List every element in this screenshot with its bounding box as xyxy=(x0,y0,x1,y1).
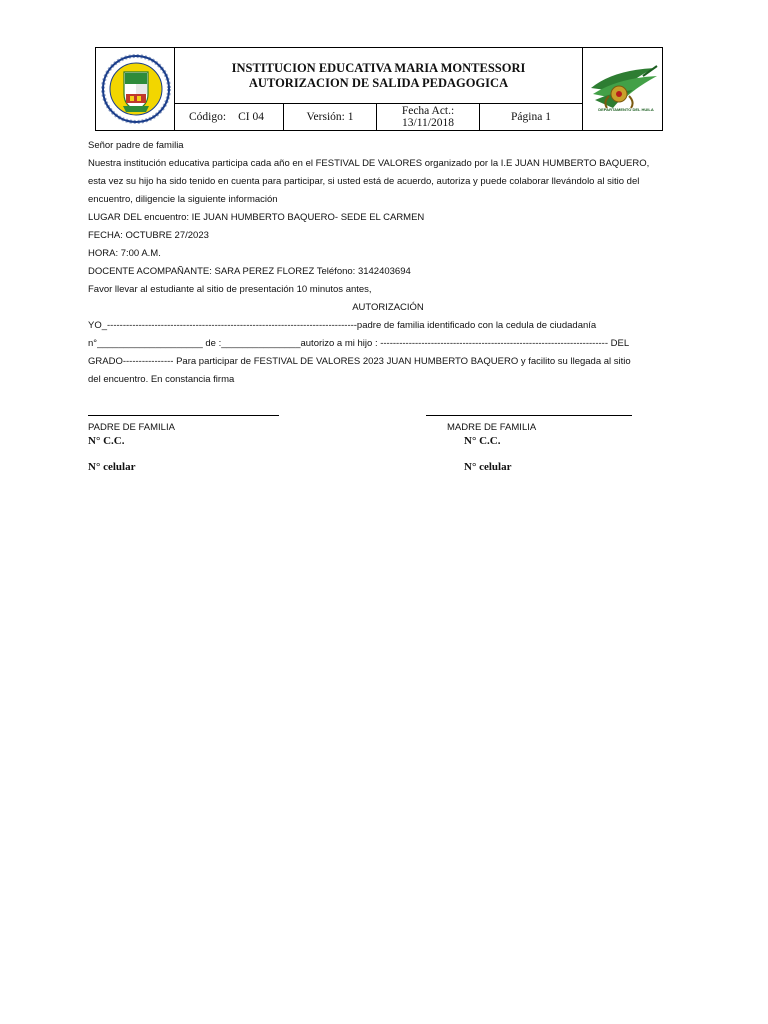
header-table xyxy=(95,47,663,131)
mother-label: MADRE DE FAMILIA xyxy=(447,422,537,433)
department-logo xyxy=(582,48,662,130)
mother-signature-line xyxy=(426,415,632,416)
authorization-line-3: GRADO---------------- Para participar de FESTIVAL DE VALORES 2023 JUAN HUMBERTO BAQUERO y facilito su llegada al sitio xyxy=(88,356,631,367)
date-value: 13/11/2018 xyxy=(402,117,454,129)
accompanying-teacher: DOCENTE ACOMPAÑANTE: SARA PEREZ FLOREZ Teléfono: 3142403694 xyxy=(88,266,411,277)
event-time: HORA: 7:00 A.M. xyxy=(88,248,161,259)
authorization-title: AUTORIZACIÓN xyxy=(352,302,424,313)
date-label: Fecha Act.: xyxy=(401,105,455,117)
authorization-line-2: n°____________________ de :_______________autorizo a mi hijo : ------------------------------------------------------------------------ DEL xyxy=(88,338,630,349)
greeting: Señor padre de familia xyxy=(88,140,184,151)
mother-cell: N° celular xyxy=(464,461,512,473)
father-signature-block xyxy=(88,415,279,433)
intro-line-2: esta vez su hijo ha sido tenido en cuenta para participar, si usted está de acuerdo, autoriza y puede colaborar llevándolo al sitio del xyxy=(88,176,640,187)
arrival-note: Favor llevar al estudiante al sitio de presentación 10 minutos antes, xyxy=(88,284,372,295)
code-cell xyxy=(175,104,284,130)
father-signature-line xyxy=(88,415,279,416)
letter-body xyxy=(88,137,688,389)
institution-name: INSTITUCION EDUCATIVA MARIA MONTESSORI xyxy=(231,60,526,75)
father-cc: N° C.C. xyxy=(88,435,125,447)
version-cell: Versión: 1 xyxy=(284,104,377,130)
authorization-line-1: YO_-------------------------------------------------------------------------------padre de familia identificado con la cedula de ciudadanía xyxy=(88,320,597,331)
intro-line-3: encuentro, diligencie la siguiente información xyxy=(88,194,278,205)
header-title-cell xyxy=(175,48,582,104)
father-cell: N° celular xyxy=(88,461,136,473)
header-meta-row xyxy=(175,104,582,130)
code-label: Código: xyxy=(189,111,227,123)
school-logo xyxy=(96,48,175,130)
event-date: FECHA: OCTUBRE 27/2023 xyxy=(88,230,209,241)
mother-cc: N° C.C. xyxy=(464,435,501,447)
department-caption: DEPARTAMENTO DEL HUILA xyxy=(598,107,654,112)
authorization-line-4: del encuentro. En constancia firma xyxy=(88,374,235,385)
father-label: PADRE DE FAMILIA xyxy=(88,422,175,433)
date-cell xyxy=(377,104,480,130)
page-cell: Página 1 xyxy=(511,111,551,123)
event-location: LUGAR DEL encuentro: IE JUAN HUMBERTO BAQUERO- SEDE EL CARMEN xyxy=(88,212,425,223)
document-title: AUTORIZACION DE SALIDA PEDAGOGICA xyxy=(248,75,509,90)
code-value: CI 04 xyxy=(238,111,264,123)
mother-signature-block xyxy=(426,415,632,433)
intro-line-1: Nuestra institución educativa participa cada año en el FESTIVAL DE VALORES organizado por la I.E JUAN HUMBERTO BAQUERO, xyxy=(88,158,650,169)
